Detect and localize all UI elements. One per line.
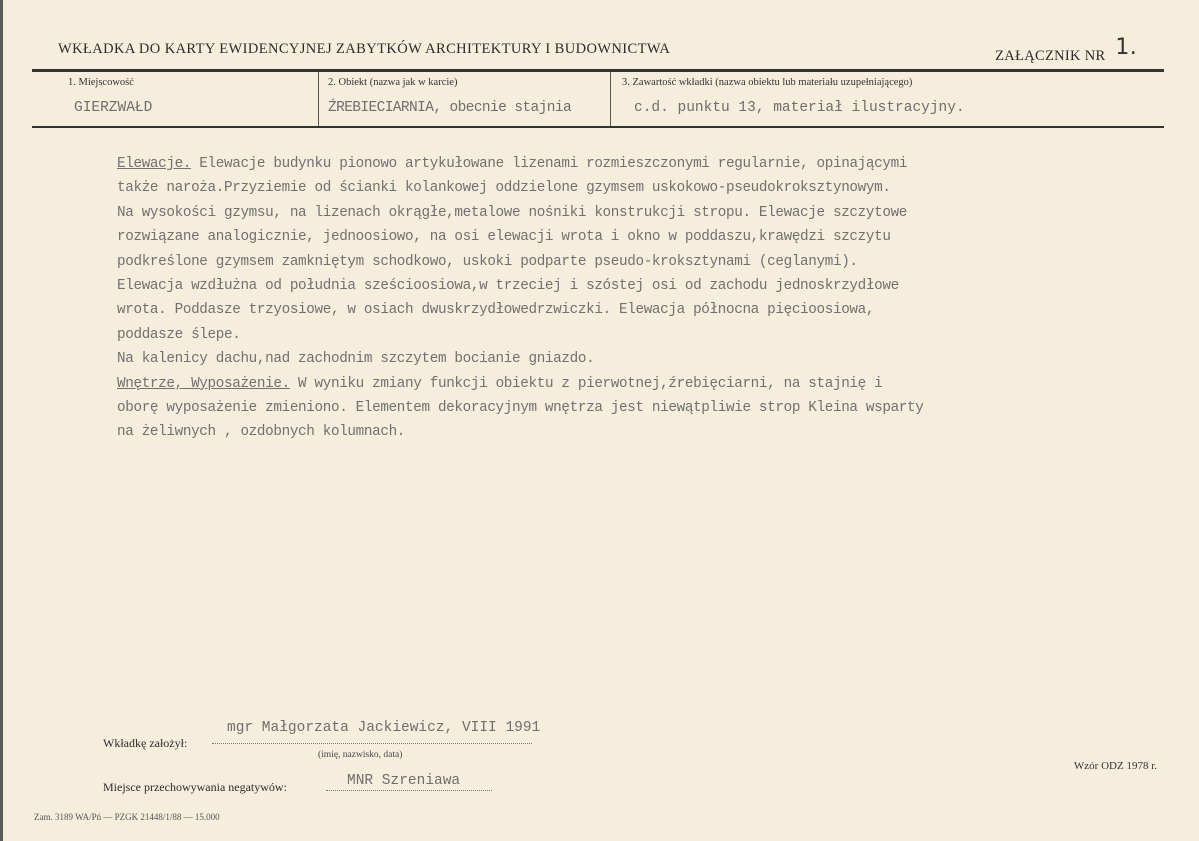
text-line: na żeliwnych , ozdobnych kolumnach. [117, 424, 406, 441]
field-object-label: 2. Obiekt (nazwa jak w karcie) [328, 77, 458, 88]
appendix-number [995, 35, 1137, 66]
typed-description [117, 152, 1127, 445]
author-label: Wkładkę założył: [103, 736, 188, 750]
author-value: mgr Małgorzata Jackiewicz, VIII 1991 [227, 720, 541, 736]
text-line: oborę wyposażenie zmieniono. Elementem dekoracyjnym wnętrza jest niewątpliwie strop Kleina wsparty [117, 400, 924, 417]
field-object-value: ŹREBIECIARNIA, obecnie stajnia [328, 100, 572, 116]
field-contents-label: 3. Zawartość wkładki (nazwa obiektu lub materiału uzupełniającego) [622, 77, 913, 88]
text-line: Na wysokości gzymsu, na lizenach okrągłe,metalowe nośniki konstrukcji stropu. Elewacje szczytowe [117, 204, 908, 221]
print-code: Zam. 3189 WA/Pń — PZGK 21448/1/88 — 15.000 [34, 812, 220, 822]
text-line [117, 372, 1127, 396]
document-title: WKŁADKA DO KARTY EWIDENCYJNEJ ZABYTKÓW ARCHITEKTURY I BUDOWNICTWA [58, 41, 671, 57]
text-line: podkreślone gzymsem zamkniętym schodkowo, uskoki podparte pseudo-kroksztynami (ceglanymi). [117, 253, 858, 270]
storage-line [326, 790, 492, 791]
text-line: wrota. Poddasze trzyosiowe, w osiach dwuskrzydłowedrzwiczki. Elewacja północna pięcioosiowa, [117, 302, 875, 319]
field-divider [318, 72, 319, 126]
header-bottom-rule [32, 126, 1164, 128]
text-run: W wyniku zmiany funkcji obiektu z pierwotnej,źrebięciarni, na stajnię i [289, 375, 883, 392]
text-line: także naroża.Przyziemie od ścianki kolankowej oddzielone gzymsem uskokowo-pseudokroksztynowym. [117, 180, 891, 197]
field-contents-value: c.d. punktu 13, materiał ilustracyjny. [634, 100, 965, 116]
section-heading-elevations: Elewacje. [117, 156, 192, 172]
appendix-handwritten-number: 1. [1115, 35, 1137, 60]
appendix-label: ZAŁĄCZNIK NR [995, 48, 1106, 64]
field-divider [610, 72, 611, 126]
text-line [117, 152, 1127, 176]
header-top-rule [32, 69, 1164, 72]
form-code: Wzór ODZ 1978 r. [1073, 760, 1157, 772]
text-line: poddasze ślepe. [117, 326, 241, 343]
storage-label: Miejsce przechowywania negatywów: [103, 780, 287, 794]
author-note: (imię, nazwisko, data) [318, 750, 403, 760]
author-line [212, 743, 532, 744]
text-line: Na kalenicy dachu,nad zachodnim szczytem bocianie gniazdo. [117, 351, 595, 368]
field-locality-value: GIERZWAŁD [74, 100, 153, 116]
text-line: rozwiązane analogicznie, jednoosiowo, na osi elewacji wrota i okno w poddaszu,krawędzi szczytu [117, 229, 891, 246]
text-run: Elewacje budynku pionowo artykułowane lizenami rozmieszczonymi regularnie, opinającymi [191, 156, 908, 172]
field-locality-label: 1. Miejscowość [68, 77, 134, 88]
storage-value: MNR Szreniawa [347, 773, 461, 789]
section-heading-interior: Wnętrze, Wyposażenie. [117, 375, 290, 392]
text-line: Elewacja wzdłużna od południa sześcioosiowa,w trzeciej i szóstej osi od zachodu jednoskrzydłowe [117, 278, 899, 295]
